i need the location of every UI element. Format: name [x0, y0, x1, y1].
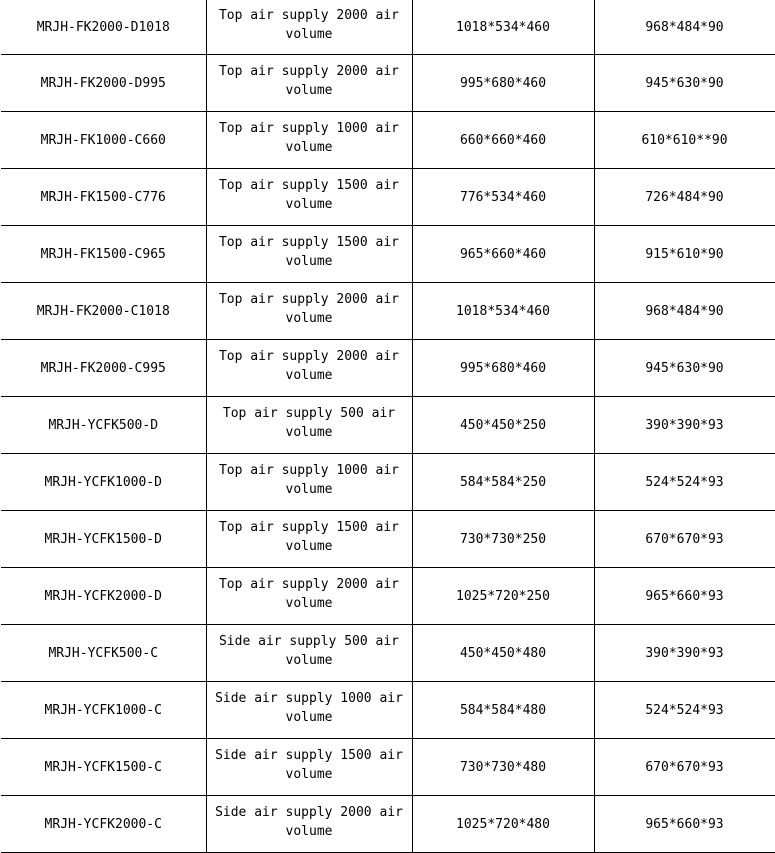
filter-size-cell: 945*630*90 — [594, 55, 775, 112]
outer-size-cell: 1018*534*460 — [412, 283, 594, 340]
description-cell: Side air supply 1000 air volume — [206, 682, 412, 739]
model-cell: MRJH-YCFK1000-D — [1, 454, 206, 511]
description-cell: Top air supply 1000 air volume — [206, 454, 412, 511]
description-cell: Side air supply 500 air volume — [206, 625, 412, 682]
filter-size-cell: 670*670*93 — [594, 739, 775, 796]
outer-size-cell: 730*730*250 — [412, 511, 594, 568]
model-cell: MRJH-FK2000-C995 — [1, 340, 206, 397]
description-cell: Side air supply 2000 air volume — [206, 796, 412, 853]
table-row — [1, 511, 775, 568]
description-cell: Top air supply 1500 air volume — [206, 226, 412, 283]
outer-size-cell: 995*680*460 — [412, 55, 594, 112]
model-cell: MRJH-FK1500-C776 — [1, 169, 206, 226]
filter-size-cell: 390*390*93 — [594, 397, 775, 454]
filter-size-cell: 945*630*90 — [594, 340, 775, 397]
model-cell: MRJH-YCFK2000-D — [1, 568, 206, 625]
description-cell: Top air supply 1000 air volume — [206, 112, 412, 169]
table-row — [1, 0, 775, 55]
model-cell: MRJH-YCFK1000-C — [1, 682, 206, 739]
table-row — [1, 568, 775, 625]
model-cell: MRJH-YCFK1500-D — [1, 511, 206, 568]
description-cell: Top air supply 2000 air volume — [206, 283, 412, 340]
outer-size-cell: 1025*720*480 — [412, 796, 594, 853]
spec-table-body — [1, 0, 775, 853]
table-row — [1, 454, 775, 511]
table-row — [1, 283, 775, 340]
filter-size-cell: 726*484*90 — [594, 169, 775, 226]
table-row — [1, 169, 775, 226]
model-cell: MRJH-FK1500-C965 — [1, 226, 206, 283]
table-row — [1, 739, 775, 796]
filter-size-cell: 524*524*93 — [594, 454, 775, 511]
outer-size-cell: 1018*534*460 — [412, 0, 594, 55]
description-cell: Top air supply 1500 air volume — [206, 169, 412, 226]
filter-size-cell: 965*660*93 — [594, 796, 775, 853]
model-cell: MRJH-YCFK500-C — [1, 625, 206, 682]
model-cell: MRJH-YCFK500-D — [1, 397, 206, 454]
description-cell: Top air supply 2000 air volume — [206, 340, 412, 397]
filter-size-cell: 968*484*90 — [594, 283, 775, 340]
description-cell: Top air supply 2000 air volume — [206, 0, 412, 55]
outer-size-cell: 1025*720*250 — [412, 568, 594, 625]
filter-size-cell: 965*660*93 — [594, 568, 775, 625]
spec-table — [1, 0, 775, 853]
model-cell: MRJH-FK2000-D995 — [1, 55, 206, 112]
description-cell: Top air supply 1500 air volume — [206, 511, 412, 568]
model-cell: MRJH-FK1000-C660 — [1, 112, 206, 169]
outer-size-cell: 584*584*250 — [412, 454, 594, 511]
filter-size-cell: 524*524*93 — [594, 682, 775, 739]
outer-size-cell: 730*730*480 — [412, 739, 594, 796]
outer-size-cell: 584*584*480 — [412, 682, 594, 739]
table-row — [1, 397, 775, 454]
filter-size-cell: 390*390*93 — [594, 625, 775, 682]
table-row — [1, 625, 775, 682]
filter-size-cell: 968*484*90 — [594, 0, 775, 55]
outer-size-cell: 776*534*460 — [412, 169, 594, 226]
description-cell: Side air supply 1500 air volume — [206, 739, 412, 796]
description-cell: Top air supply 2000 air volume — [206, 55, 412, 112]
table-row — [1, 682, 775, 739]
model-cell: MRJH-FK2000-D1018 — [1, 0, 206, 55]
outer-size-cell: 450*450*250 — [412, 397, 594, 454]
table-row — [1, 340, 775, 397]
outer-size-cell: 450*450*480 — [412, 625, 594, 682]
description-cell: Top air supply 500 air volume — [206, 397, 412, 454]
table-row — [1, 226, 775, 283]
outer-size-cell: 660*660*460 — [412, 112, 594, 169]
table-row — [1, 55, 775, 112]
filter-size-cell: 610*610**90 — [594, 112, 775, 169]
outer-size-cell: 995*680*460 — [412, 340, 594, 397]
model-cell: MRJH-YCFK1500-C — [1, 739, 206, 796]
table-row — [1, 112, 775, 169]
table-row — [1, 796, 775, 853]
filter-size-cell: 670*670*93 — [594, 511, 775, 568]
model-cell: MRJH-YCFK2000-C — [1, 796, 206, 853]
model-cell: MRJH-FK2000-C1018 — [1, 283, 206, 340]
outer-size-cell: 965*660*460 — [412, 226, 594, 283]
description-cell: Top air supply 2000 air volume — [206, 568, 412, 625]
filter-size-cell: 915*610*90 — [594, 226, 775, 283]
